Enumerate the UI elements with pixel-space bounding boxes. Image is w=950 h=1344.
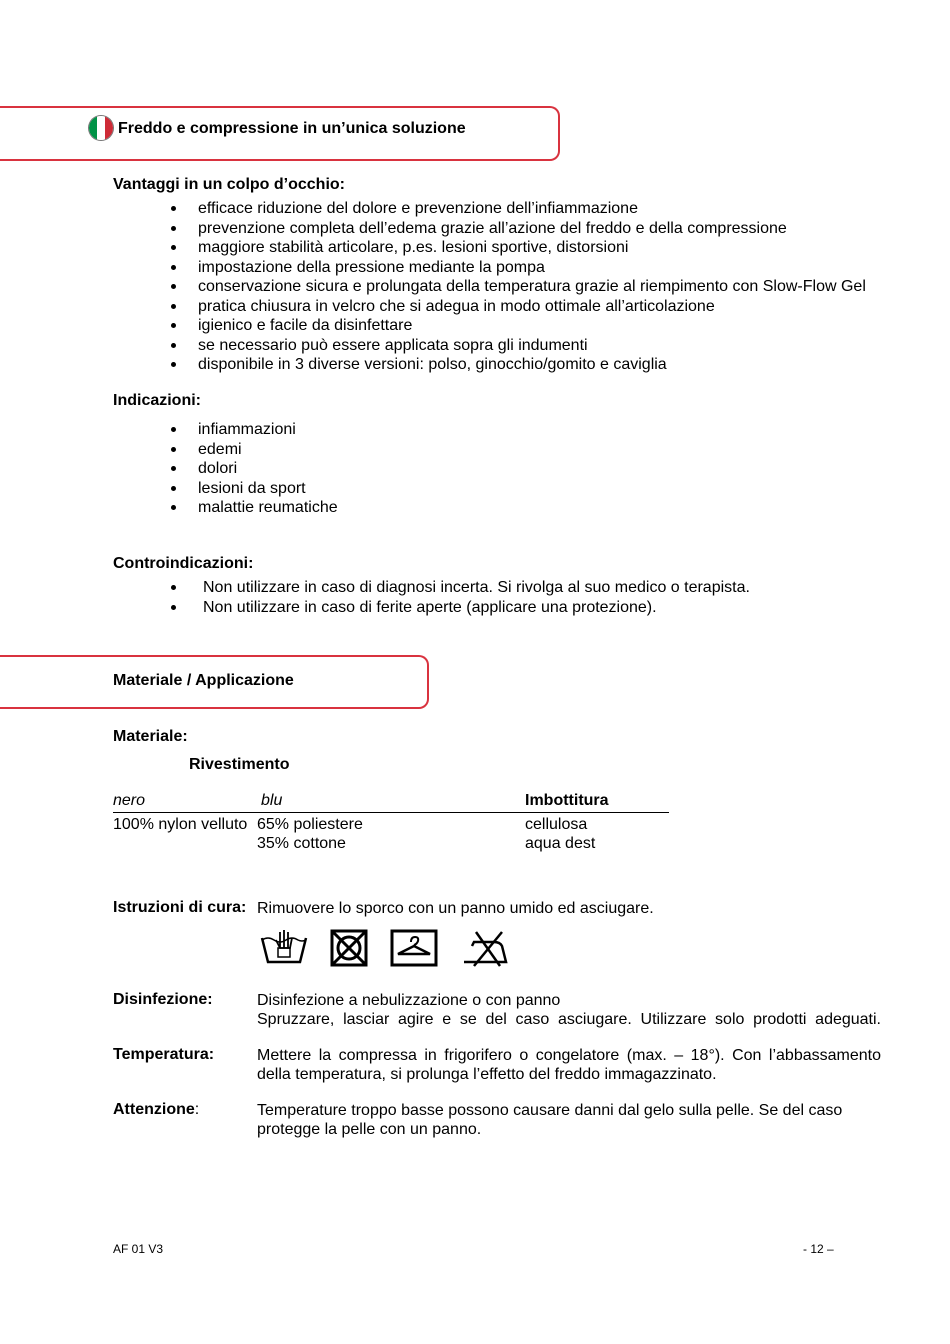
list-item: efficace riduzione del dolore e prevenzione dell’infiammazione (170, 199, 866, 219)
column-header-nero: nero (113, 792, 146, 809)
table-cell-imbottitura: cellulosa (525, 816, 588, 833)
footer-doc-code: AF 01 V3 (113, 1242, 164, 1256)
list-item: Non utilizzare in caso di ferite aperte (applicare una protezione). (170, 598, 750, 618)
column-header-imbottitura: Imbottitura (525, 792, 609, 809)
list-item: maggiore stabilità articolare, p.es. lesioni sportive, distorsioni (170, 238, 866, 258)
attention-label-colon: : (194, 1101, 200, 1118)
material-heading: Materiale: (113, 728, 188, 745)
care-text: Rimuovere lo sporco con un panno umido ed asciugare. (257, 900, 654, 917)
section-title-freddo: Freddo e compressione in un’unica soluzione (118, 120, 466, 137)
disinfection-line1: Disinfezione a nebulizzazione o con panno (257, 992, 561, 1009)
material-subheading: Rivestimento (189, 756, 290, 773)
list-item: disponibile in 3 diverse versioni: polso, ginocchio/gomito e caviglia (170, 355, 866, 375)
disinfection-label: Disinfezione: (113, 991, 213, 1008)
table-cell-imbottitura: aqua dest (525, 835, 596, 852)
table-header-rule (113, 812, 669, 813)
attention-label (113, 1101, 199, 1119)
section-title-materiale: Materiale / Applicazione (113, 672, 294, 689)
temperature-line1: Mettere la compressa in frigorifero o congelatore (max. – 18°). Con l’abbassamento (257, 1047, 881, 1064)
attention-label-text: Attenzione (113, 1101, 195, 1118)
no-tumble-dry-icon (325, 928, 377, 968)
list-item: prevenzione completa dell’edema grazie all’azione del freddo e della compressione (170, 219, 866, 239)
care-label: Istruzioni di cura: (113, 899, 247, 916)
list-item: malattie reumatiche (170, 498, 338, 518)
advantages-list (170, 199, 866, 375)
list-item: pratica chiusura in velcro che si adegua in modo ottimale all’articolazione (170, 297, 866, 317)
list-item: igienico e facile da disinfettare (170, 316, 866, 336)
table-cell-nero: 100% nylon velluto (113, 816, 248, 833)
contraindications-list (170, 578, 750, 617)
list-item: infiammazioni (170, 420, 338, 440)
hang-dry-icon (388, 928, 440, 968)
table-cell-blu: 35% cottone (257, 835, 346, 852)
footer-page-number: - 12 – (803, 1242, 834, 1256)
list-item: edemi (170, 440, 338, 460)
list-item: impostazione della pressione mediante la pompa (170, 258, 866, 278)
temperature-label: Temperatura: (113, 1046, 215, 1063)
column-header-blu: blu (261, 792, 283, 809)
list-item: conservazione sicura e prolungata della temperatura grazie al riempimento con Slow-Flow Gel (170, 277, 866, 297)
disinfection-line2: Spruzzare, lasciar agire e se del caso asciugare. Utilizzare solo prodotti adeguati. (257, 1011, 881, 1028)
attention-text: Temperature troppo basse possono causare danni dal gelo sulla pelle. Se del caso protegge la pelle con un panno. (257, 1102, 843, 1138)
list-item: Non utilizzare in caso di diagnosi incerta. Si rivolga al suo medico o terapista. (170, 578, 750, 598)
italian-flag-icon (89, 116, 113, 140)
list-item: lesioni da sport (170, 479, 338, 499)
contraindications-heading: Controindicazioni: (113, 555, 254, 572)
temperature-line2: della temperatura, si prolunga l’effetto del freddo immagazzinato. (257, 1066, 717, 1083)
advantages-heading: Vantaggi in un colpo d’occhio: (113, 176, 345, 193)
hand-wash-icon (258, 928, 310, 968)
list-item: se necessario può essere applicata sopra gli indumenti (170, 336, 866, 356)
list-item: dolori (170, 459, 338, 479)
indications-list (170, 420, 338, 518)
no-iron-icon (460, 928, 512, 968)
table-cell-blu: 65% poliestere (257, 816, 363, 833)
indications-heading: Indicazioni: (113, 392, 201, 409)
